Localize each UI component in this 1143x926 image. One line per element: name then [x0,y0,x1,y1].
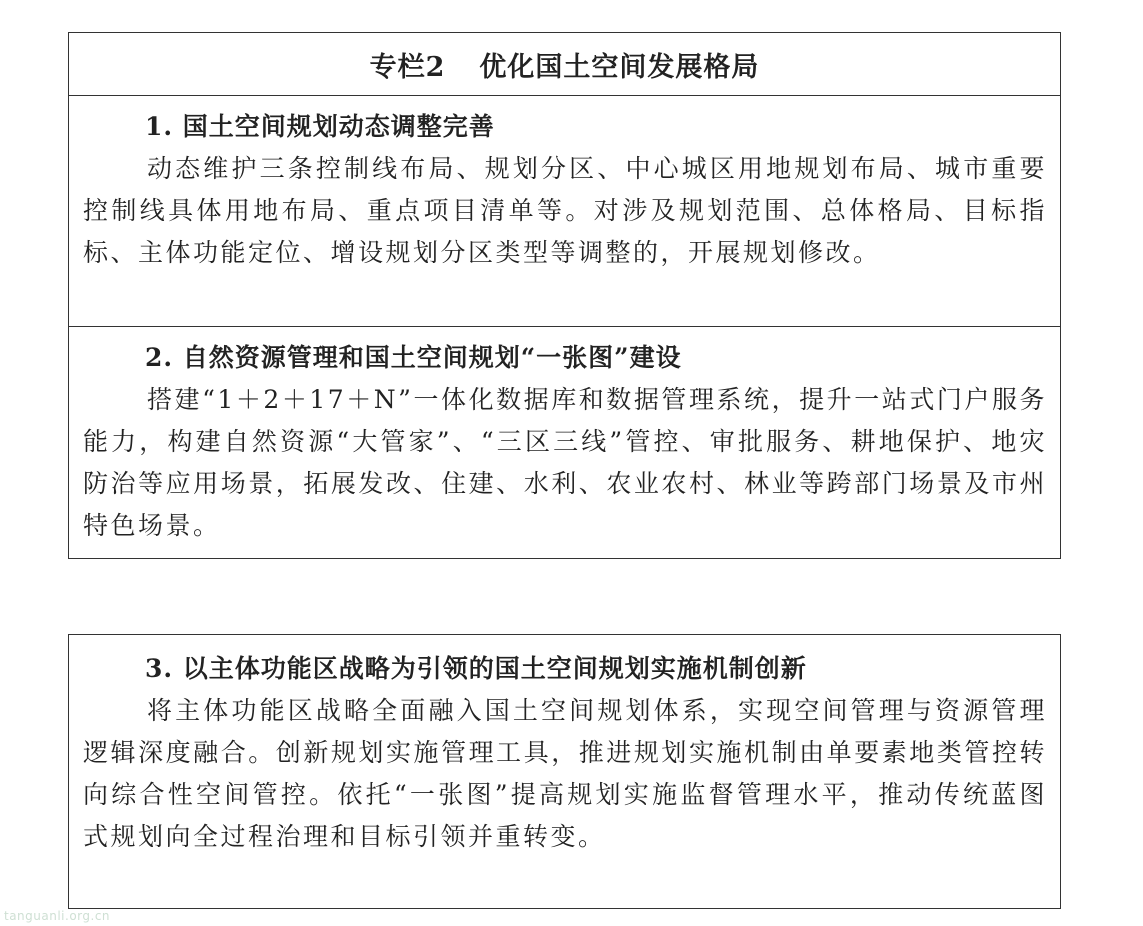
column-label: 专栏2 [369,51,446,83]
section-1-body: 动态维护三条控制线布局、规划分区、中心城区用地规划布局、城市重要控制线具体用地布局、重点项目清单等。对涉及规划范围、总体格局、目标指标、主体功能定位、增设规划分区类型等调整的，开展规划修改。 [83,154,1047,267]
section-2 [69,327,1060,547]
section-3-title: 3. 以主体功能区战略为引领的国土空间规划实施机制创新 [145,654,807,683]
section-3-body: 将主体功能区战略全面融入国土空间规划体系，实现空间管理与资源管理逻辑深度融合。创新规划实施管理工具，推进规划实施机制由单要素地类管控转向综合性空间管控。依托“一张图”提高规划实施监督管理水平，推动传统蓝图式规划向全过程治理和目标引领并重转变。 [83,696,1047,851]
section-2-body: 搭建“1＋2＋17＋N”一体化数据库和数据管理系统，提升一站式门户服务能力，构建自然资源“大管家”、“三区三线”管控、审批服务、耕地保护、地灾防治等应用场景，拓展发改、住建、水利、农业农村、林业等跨部门场景及市州特色场景。 [83,385,1047,540]
section-1-title: 1. 国土空间规划动态调整完善 [145,112,495,141]
section-3 [69,635,1060,858]
column-box-top [68,32,1061,559]
section-1 [69,96,1060,327]
column-header [69,33,1060,96]
column-box-bottom [68,634,1061,909]
column-title: 优化国土空间发展格局 [479,51,760,83]
section-2-title: 2. 自然资源管理和国土空间规划“一张图”建设 [145,343,682,372]
watermark: tanguanli.org.cn [4,909,111,923]
